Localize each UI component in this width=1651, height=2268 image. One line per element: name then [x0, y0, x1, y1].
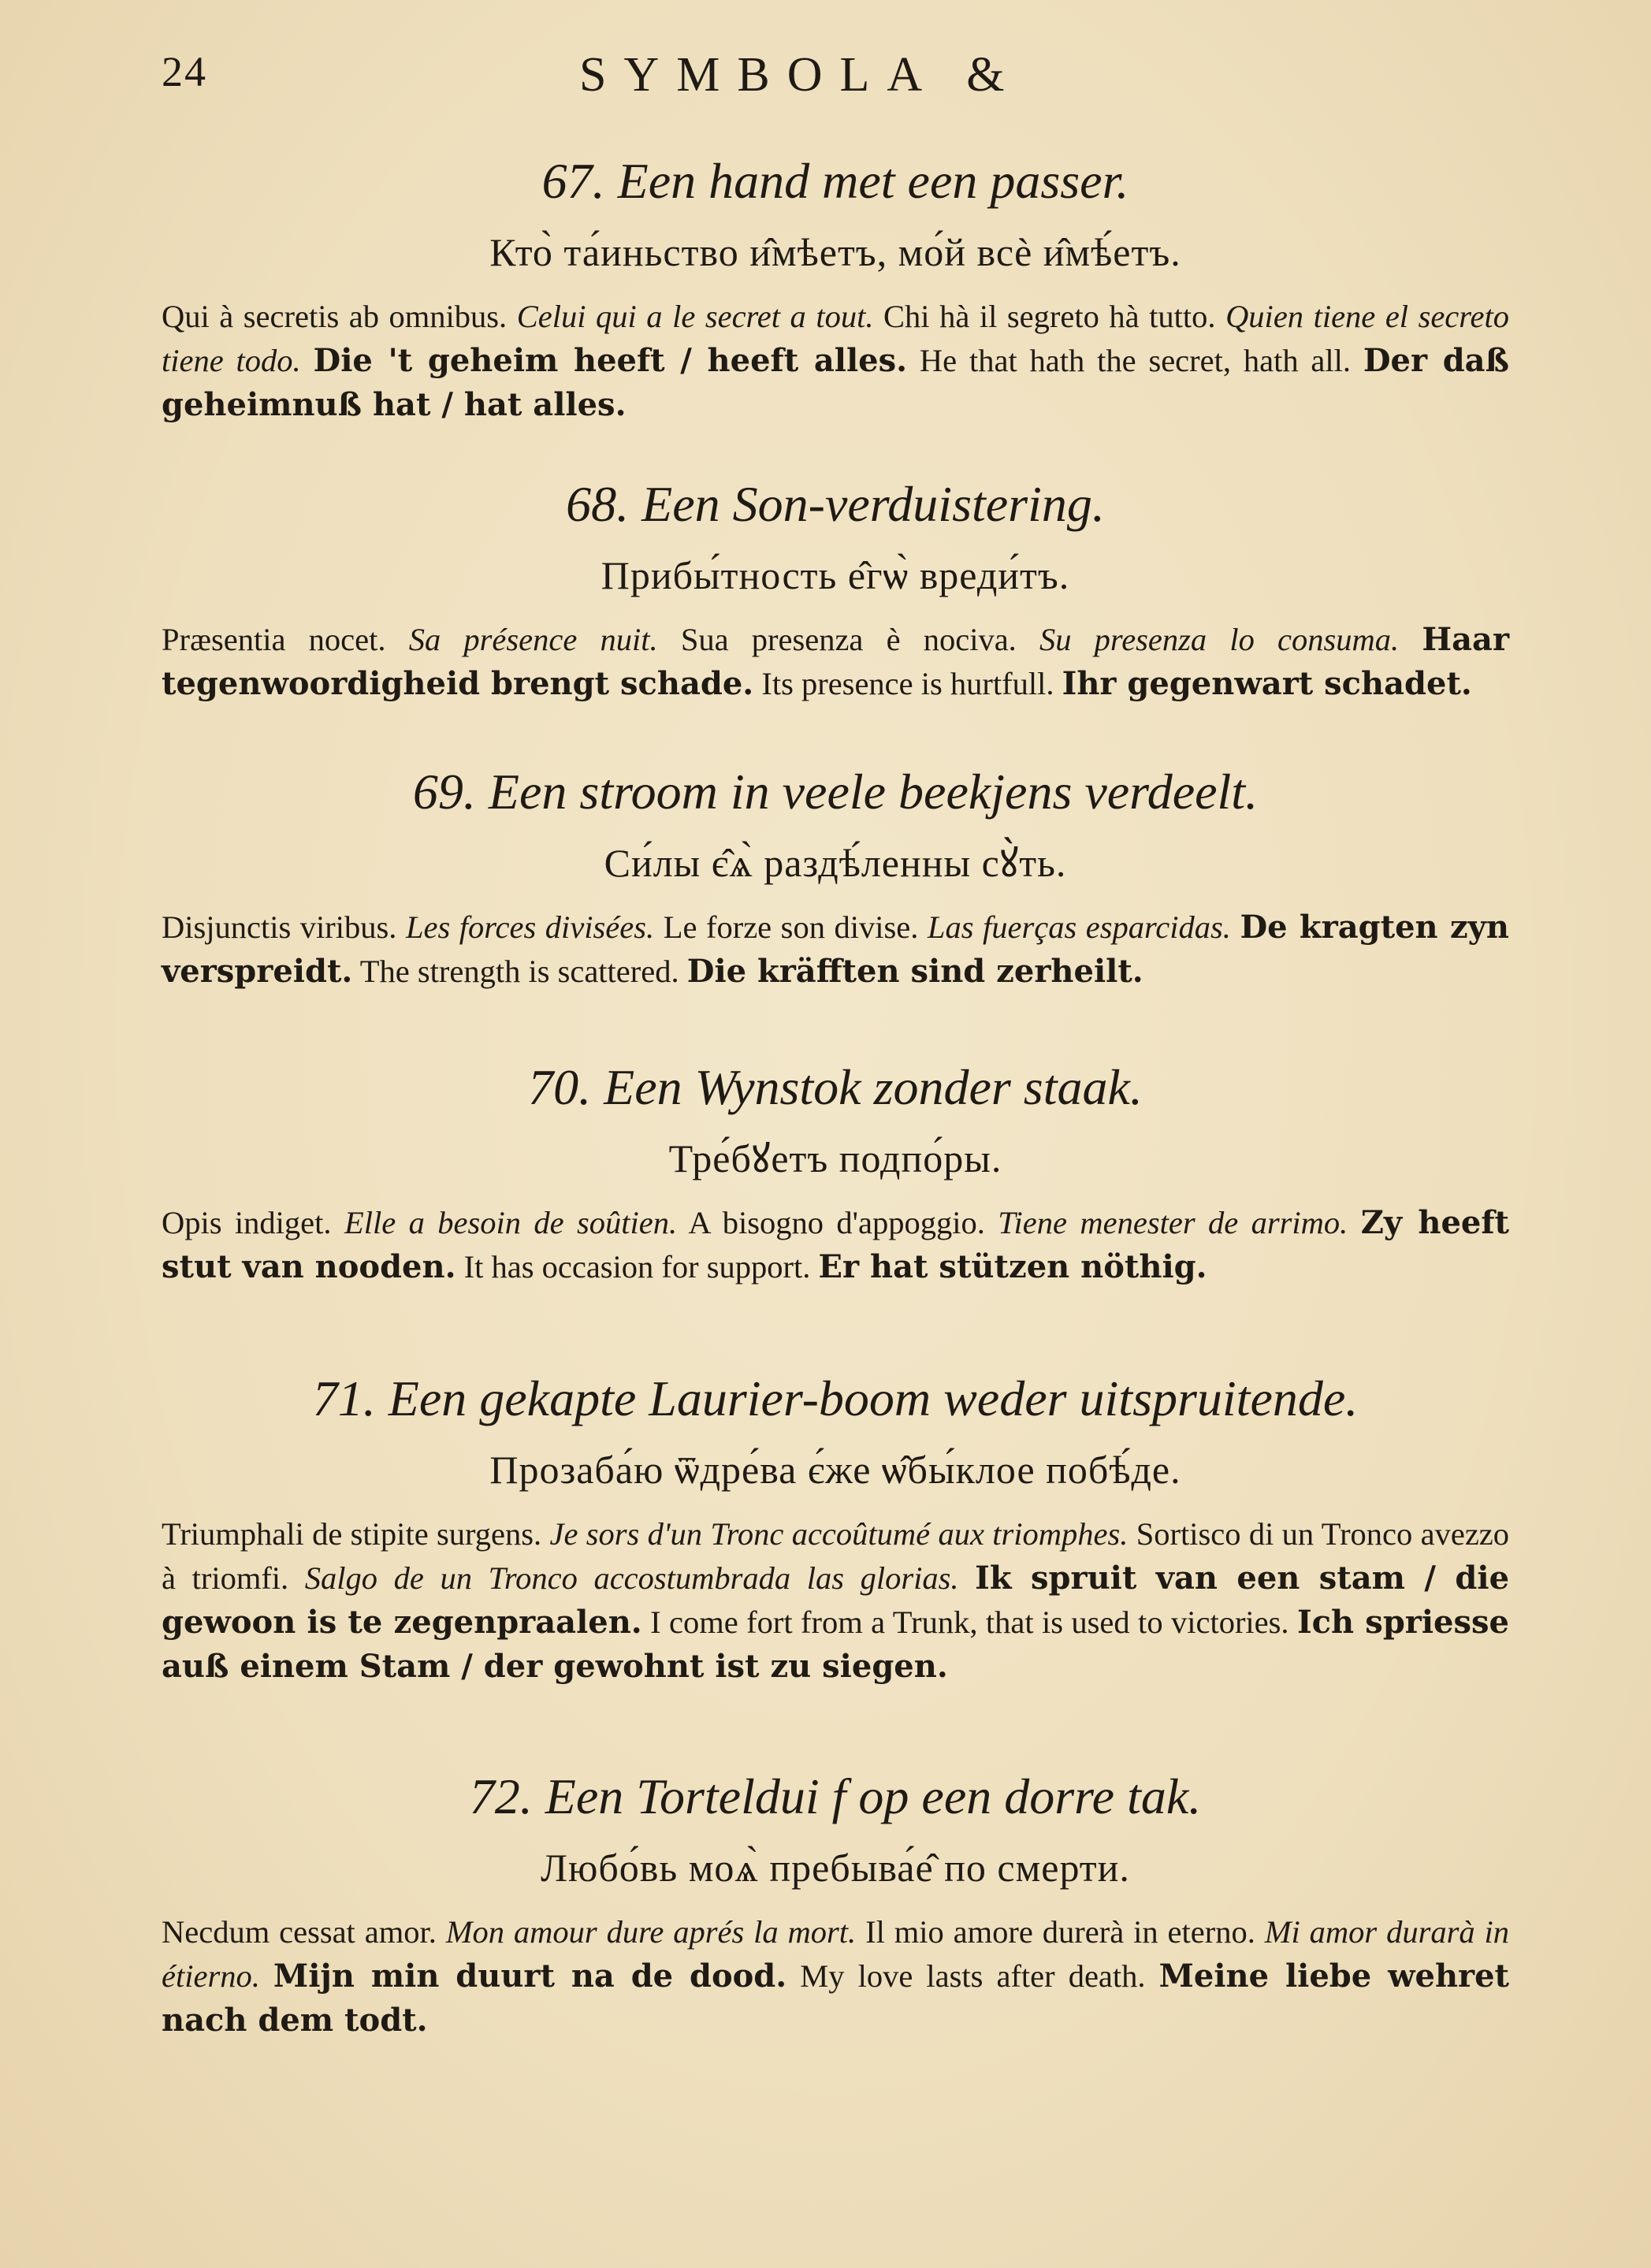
- dutch-text: Die 't geheim heeft / heeft alles.: [313, 342, 908, 379]
- german-text: Ihr gegenwart schadet.: [1062, 665, 1472, 702]
- entry-title: 72. Een Torteldui f op een dorre tak.: [469, 1768, 1202, 1824]
- entry-title: 67. Een hand met een passer.: [541, 153, 1129, 209]
- spanish-text: Su presenza lo consuma.: [1039, 622, 1400, 657]
- italian-text: Sortisco di un Tronco avezzo à triomfi.: [162, 1516, 1510, 1596]
- french-text: Je sors d'un Tronc accoûtumé aux triomphes.: [549, 1516, 1129, 1552]
- spanish-text: Tiene menester de arrimo.: [998, 1205, 1348, 1240]
- emblem-entry-71: [162, 1367, 1509, 1689]
- latin-text: Qui à secretis ab omnibus.: [162, 299, 508, 334]
- latin-text: Præsentia nocet.: [162, 622, 386, 657]
- emblem-entry-72: [162, 1765, 1509, 2043]
- dutch-text: De kragten zyn verspreidt.: [162, 909, 1509, 990]
- emblem-entry-69: [162, 760, 1509, 994]
- page-header: [162, 47, 1501, 110]
- entry-motto: Прозаба́ю ѿдре́ва є́же ѡ̂бы́клое побѣ́де.: [489, 1448, 1181, 1492]
- french-text: Elle a besoin de soûtien.: [344, 1205, 678, 1240]
- entry-motto: Прибы́тность е̂гѡ̀ вреди́тъ.: [601, 553, 1070, 597]
- entry-translations: [162, 295, 1509, 427]
- latin-text: Disjunctis viribus.: [162, 909, 397, 945]
- entry-translations: [162, 618, 1509, 706]
- french-text: Celui qui a le secret a tout.: [516, 299, 874, 334]
- dutch-text: Zy heeft stut van nooden.: [162, 1204, 1510, 1285]
- spanish-text: Salgo de un Tronco accostumbrada las glorias.: [304, 1560, 959, 1596]
- spanish-text: Mi amor durarà in étierno.: [162, 1914, 1510, 1994]
- running-head: SYMBOLA &: [579, 48, 1022, 102]
- dutch-text: Haar tegenwoordigheid brengt schade.: [162, 621, 1510, 702]
- french-text: Les forces divisées.: [405, 909, 655, 945]
- entry-translations: [162, 1201, 1509, 1289]
- german-text: Meine liebe wehret nach dem todt.: [162, 1958, 1510, 2039]
- english-text: It has occasion for support.: [463, 1249, 811, 1285]
- italian-text: Il mio amore durerà in eterno.: [865, 1914, 1255, 1950]
- english-text: I come fort from a Trunk, that is used to victories.: [650, 1604, 1289, 1640]
- german-text: Ich spriesse auß einem Stam / der gewohnt ist zu siegen.: [162, 1604, 1509, 1685]
- emblem-entry-67: [162, 150, 1509, 427]
- latin-text: Opis indiget.: [162, 1205, 332, 1240]
- entry-title: 71. Een gekapte Laurier-boom weder uitspruitende.: [312, 1370, 1359, 1426]
- latin-text: Necdum cessat amor.: [162, 1914, 437, 1950]
- italian-text: Le forze son divise.: [663, 909, 919, 945]
- spanish-text: Quien tiene el secreto tiene todo.: [162, 299, 1510, 378]
- entry-motto: Тре́бꙋетъ подпо́ры.: [668, 1136, 1002, 1180]
- italian-text: A bisogno d'appoggio.: [688, 1205, 985, 1240]
- english-text: He that hath the secret, hath all.: [919, 343, 1352, 378]
- entry-translations: [162, 1512, 1509, 1689]
- entry-title: 70. Een Wynstok zonder staak.: [528, 1059, 1143, 1115]
- entry-motto: Любо́вь моѧ̀ пребыва́е̂ по смерти.: [541, 1846, 1130, 1890]
- entry-motto: Си́лы є̂ѧ̀ раздѣ́ленны сꙋ̀ть.: [604, 841, 1067, 885]
- entry-title: 68. Een Son-verduistering.: [566, 476, 1105, 532]
- dutch-text: Mijn min duurt na de dood.: [273, 1958, 787, 1995]
- entry-translations: [162, 1910, 1509, 2043]
- english-text: The strength is scattered.: [359, 954, 679, 989]
- page-number: 24: [162, 48, 207, 95]
- emblem-entry-70: [162, 1056, 1509, 1289]
- english-text: My love lasts after death.: [800, 1958, 1146, 1994]
- entry-translations: [162, 905, 1509, 994]
- dutch-text: Ik spruit van een stam / die gewoon is te zegenpraalen.: [162, 1560, 1510, 1641]
- entry-motto: Кто̀ та́иньство и̂мѣетъ, мо́й всѐ и̂мѣ́етъ.: [489, 230, 1181, 274]
- english-text: Its presence is hurtfull.: [761, 666, 1054, 701]
- entry-title: 69. Een stroom in veele beekjens verdeelt.: [412, 764, 1259, 820]
- italian-text: Chi hà il segreto hà tutto.: [883, 299, 1216, 334]
- french-text: Sa présence nuit.: [408, 622, 658, 657]
- german-text: Der daß geheimnuß hat / hat alles.: [162, 342, 1509, 423]
- italian-text: Sua presenza è nociva.: [680, 622, 1017, 657]
- german-text: Er hat stützen nöthig.: [818, 1248, 1207, 1285]
- german-text: Die kräfften sind zerheilt.: [686, 953, 1143, 990]
- spanish-text: Las fuerças esparcidas.: [927, 909, 1231, 945]
- french-text: Mon amour dure aprés la mort.: [445, 1914, 857, 1950]
- latin-text: Triumphali de stipite surgens.: [162, 1516, 542, 1552]
- emblem-entry-68: [162, 473, 1509, 706]
